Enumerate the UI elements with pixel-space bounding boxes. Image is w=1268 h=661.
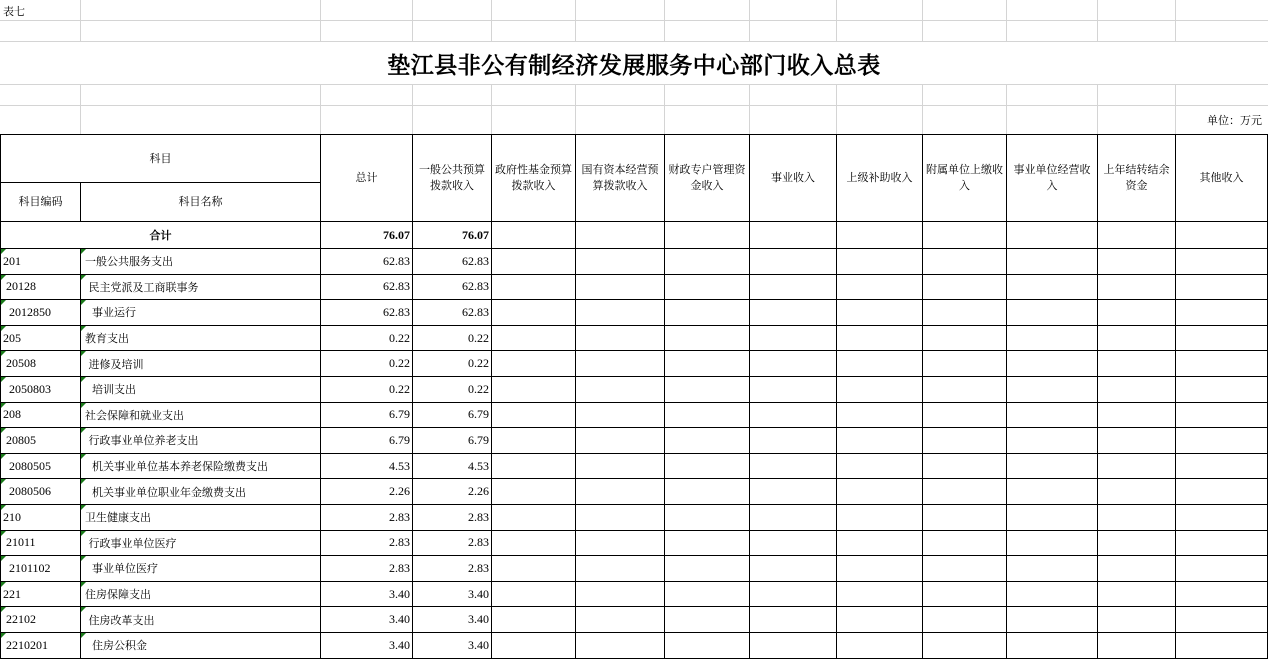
subject-name: 民主党派及工商联事务 [81, 274, 321, 300]
subject-code: 2050803 [1, 376, 81, 402]
cell-marker-icon [81, 582, 86, 587]
cell-marker-icon [1, 582, 6, 587]
row-general: 3.40 [413, 632, 492, 658]
row-total: 3.40 [321, 607, 413, 633]
header-general-budget: 一般公共预算拨款收入 [413, 135, 492, 222]
empty-cell [923, 556, 1007, 582]
empty-cell [1007, 300, 1098, 326]
row-total: 2.83 [321, 556, 413, 582]
cell-marker-icon [81, 454, 86, 459]
header-subject-name: 科目名称 [81, 183, 321, 222]
empty-cell [1007, 632, 1098, 658]
row-total: 6.79 [321, 402, 413, 428]
empty-cell [492, 632, 576, 658]
empty-cell [1176, 453, 1268, 479]
empty-cell [923, 504, 1007, 530]
empty-cell [750, 274, 837, 300]
total-total: 76.07 [321, 222, 413, 249]
cell-marker-icon [81, 505, 86, 510]
row-total: 2.83 [321, 530, 413, 556]
header-affiliated-income: 附属单位上缴收入 [923, 135, 1007, 222]
empty-cell [492, 274, 576, 300]
table-row [1, 249, 1268, 275]
cell-marker-icon [1, 300, 6, 305]
empty-cell [1098, 351, 1176, 377]
empty-cell [923, 428, 1007, 454]
subject-code: 20128 [1, 274, 81, 300]
table-row [1, 351, 1268, 377]
empty-cell [837, 453, 923, 479]
empty-cell [1098, 300, 1176, 326]
empty-cell [1176, 376, 1268, 402]
unit-label: 单位：万元 [1207, 114, 1262, 127]
empty-cell [665, 453, 750, 479]
header-business-income: 事业收入 [750, 135, 837, 222]
empty-cell [1007, 249, 1098, 275]
empty-cell [1098, 607, 1176, 633]
table-row [1, 376, 1268, 402]
row-total: 3.40 [321, 581, 413, 607]
empty-cell [492, 581, 576, 607]
cell-marker-icon [81, 607, 86, 612]
empty-cell [1176, 479, 1268, 505]
empty-cell [576, 479, 665, 505]
header-carryover: 上年结转结余资金 [1098, 135, 1176, 222]
cell-marker-icon [81, 479, 86, 484]
empty-cell [492, 607, 576, 633]
row-general: 6.79 [413, 428, 492, 454]
empty-cell [837, 504, 923, 530]
empty-cell [1007, 351, 1098, 377]
row-general: 2.83 [413, 556, 492, 582]
total-label: 合计 [1, 222, 321, 249]
empty-cell [576, 376, 665, 402]
empty-cell [492, 530, 576, 556]
empty-cell [750, 479, 837, 505]
empty-cell [665, 325, 750, 351]
table-row [1, 274, 1268, 300]
empty-cell [1007, 453, 1098, 479]
cell-marker-icon [1, 275, 6, 280]
empty-cell [750, 376, 837, 402]
row-total: 62.83 [321, 249, 413, 275]
subject-code: 210 [1, 504, 81, 530]
table-row [1, 453, 1268, 479]
empty-cell [1176, 607, 1268, 633]
empty-cell [1098, 581, 1176, 607]
empty-cell [576, 300, 665, 326]
empty-cell [923, 376, 1007, 402]
empty-cell [492, 249, 576, 275]
subject-name: 行政事业单位养老支出 [81, 428, 321, 454]
sheet-label: 表七 [3, 5, 25, 18]
cell-marker-icon [1, 351, 6, 356]
empty-cell [492, 351, 576, 377]
subject-code: 208 [1, 402, 81, 428]
empty-cell [576, 402, 665, 428]
subject-name: 事业运行 [81, 300, 321, 326]
row-general: 0.22 [413, 325, 492, 351]
empty-cell [1007, 581, 1098, 607]
empty-cell [1098, 428, 1176, 454]
subject-name: 行政事业单位医疗 [81, 530, 321, 556]
empty-cell [492, 325, 576, 351]
empty-cell [1007, 504, 1098, 530]
subject-name: 住房公积金 [81, 632, 321, 658]
row-general: 4.53 [413, 453, 492, 479]
table-row [1, 556, 1268, 582]
subject-name: 卫生健康支出 [81, 504, 321, 530]
empty-cell [1176, 556, 1268, 582]
empty-cell [1007, 530, 1098, 556]
empty-cell [665, 530, 750, 556]
subject-code: 205 [1, 325, 81, 351]
empty-cell [665, 351, 750, 377]
row-general: 62.83 [413, 300, 492, 326]
cell-marker-icon [81, 275, 86, 280]
empty-cell [1007, 274, 1098, 300]
empty-cell [750, 632, 837, 658]
empty-cell [923, 530, 1007, 556]
row-general: 3.40 [413, 607, 492, 633]
row-total: 0.22 [321, 351, 413, 377]
subject-code: 2101102 [1, 556, 81, 582]
subject-name: 教育支出 [81, 325, 321, 351]
empty-cell [837, 402, 923, 428]
header-fiscal-special: 财政专户管理资金收入 [665, 135, 750, 222]
empty-cell [837, 632, 923, 658]
empty-cell [576, 504, 665, 530]
empty-cell [665, 428, 750, 454]
empty-cell [750, 530, 837, 556]
empty-cell [1098, 632, 1176, 658]
empty-cell [492, 402, 576, 428]
empty-cell [1098, 530, 1176, 556]
subject-code: 2080505 [1, 453, 81, 479]
empty-cell [576, 607, 665, 633]
cell-marker-icon [1, 428, 6, 433]
header-total: 总计 [321, 135, 413, 222]
empty-cell [837, 428, 923, 454]
subject-name: 培训支出 [81, 376, 321, 402]
empty-cell [1098, 325, 1176, 351]
header-subject-code: 科目编码 [1, 183, 81, 222]
subject-name: 机关事业单位职业年金缴费支出 [81, 479, 321, 505]
empty-cell [923, 274, 1007, 300]
row-total: 62.83 [321, 300, 413, 326]
empty-cell [576, 428, 665, 454]
empty-cell [665, 274, 750, 300]
empty-cell [665, 300, 750, 326]
empty-cell [1176, 300, 1268, 326]
empty-cell [923, 402, 1007, 428]
empty-cell [750, 607, 837, 633]
cell-marker-icon [81, 633, 86, 638]
empty-cell [923, 632, 1007, 658]
empty-cell [1176, 325, 1268, 351]
empty-cell [665, 556, 750, 582]
cell-marker-icon [1, 633, 6, 638]
cell-marker-icon [81, 249, 86, 254]
empty-cell [492, 556, 576, 582]
cell-marker-icon [81, 300, 86, 305]
empty-cell [1098, 249, 1176, 275]
header-operating-income: 事业单位经营收入 [1007, 135, 1098, 222]
empty-cell [576, 351, 665, 377]
cell-marker-icon [81, 351, 86, 356]
subject-name: 住房保障支出 [81, 581, 321, 607]
empty-cell [665, 376, 750, 402]
empty-cell [576, 530, 665, 556]
cell-marker-icon [1, 326, 6, 331]
subject-code: 21011 [1, 530, 81, 556]
table-row [1, 402, 1268, 428]
subject-name: 机关事业单位基本养老保险缴费支出 [81, 453, 321, 479]
table-row [1, 504, 1268, 530]
row-general: 2.83 [413, 504, 492, 530]
table-row [1, 581, 1268, 607]
row-general: 2.26 [413, 479, 492, 505]
empty-cell [837, 351, 923, 377]
empty-cell [576, 581, 665, 607]
subject-code: 221 [1, 581, 81, 607]
cell-marker-icon [1, 454, 6, 459]
header-gov-fund: 政府性基金预算拨款收入 [492, 135, 576, 222]
empty-cell [576, 632, 665, 658]
row-general: 0.22 [413, 376, 492, 402]
empty-cell [1007, 607, 1098, 633]
empty-cell [837, 530, 923, 556]
row-general: 62.83 [413, 274, 492, 300]
row-general: 62.83 [413, 249, 492, 275]
cell-marker-icon [1, 479, 6, 484]
empty-cell [750, 249, 837, 275]
empty-cell [665, 479, 750, 505]
empty-cell [665, 632, 750, 658]
empty-cell [750, 300, 837, 326]
income-summary-table [0, 134, 1268, 659]
table-row [1, 428, 1268, 454]
empty-cell [837, 274, 923, 300]
empty-cell [750, 556, 837, 582]
row-total: 0.22 [321, 376, 413, 402]
empty-cell [1098, 274, 1176, 300]
empty-cell [750, 325, 837, 351]
empty-cell [1176, 504, 1268, 530]
empty-cell [665, 249, 750, 275]
header-subject: 科目 [1, 135, 321, 183]
empty-cell [576, 556, 665, 582]
empty-cell [750, 453, 837, 479]
empty-cell [1007, 556, 1098, 582]
empty-cell [1007, 402, 1098, 428]
empty-cell [837, 581, 923, 607]
empty-cell [1098, 479, 1176, 505]
subject-code: 201 [1, 249, 81, 275]
subject-code: 22102 [1, 607, 81, 633]
empty-cell [492, 428, 576, 454]
row-total: 4.53 [321, 453, 413, 479]
cell-marker-icon [1, 377, 6, 382]
row-total: 2.83 [321, 504, 413, 530]
empty-cell [1007, 325, 1098, 351]
empty-cell [837, 607, 923, 633]
empty-cell [1007, 479, 1098, 505]
empty-cell [837, 300, 923, 326]
empty-cell [837, 249, 923, 275]
empty-cell [1176, 581, 1268, 607]
page-title: 垫江县非公有制经济发展服务中心部门收入总表 [387, 51, 881, 79]
empty-cell [576, 453, 665, 479]
empty-cell [665, 402, 750, 428]
empty-cell [492, 376, 576, 402]
header-state-capital: 国有资本经营预算拨款收入 [576, 135, 665, 222]
total-general: 76.07 [413, 222, 492, 249]
cell-marker-icon [81, 428, 86, 433]
empty-cell [923, 607, 1007, 633]
empty-cell [1176, 351, 1268, 377]
empty-cell [576, 274, 665, 300]
empty-cell [923, 351, 1007, 377]
row-general: 6.79 [413, 402, 492, 428]
row-total: 2.26 [321, 479, 413, 505]
empty-cell [923, 300, 1007, 326]
cell-marker-icon [81, 556, 86, 561]
row-general: 0.22 [413, 351, 492, 377]
cell-marker-icon [1, 607, 6, 612]
cell-marker-icon [1, 403, 6, 408]
empty-cell [837, 556, 923, 582]
cell-marker-icon [81, 403, 86, 408]
empty-cell [1007, 428, 1098, 454]
row-general: 2.83 [413, 530, 492, 556]
empty-cell [1098, 504, 1176, 530]
table-row [1, 300, 1268, 326]
empty-cell [665, 504, 750, 530]
empty-cell [750, 402, 837, 428]
empty-cell [1176, 428, 1268, 454]
empty-cell [1176, 249, 1268, 275]
cell-marker-icon [1, 249, 6, 254]
empty-cell [923, 581, 1007, 607]
row-total: 62.83 [321, 274, 413, 300]
empty-cell [1176, 530, 1268, 556]
empty-cell [1176, 632, 1268, 658]
cell-marker-icon [1, 505, 6, 510]
empty-cell [750, 428, 837, 454]
empty-cell [750, 581, 837, 607]
cell-marker-icon [81, 377, 86, 382]
empty-cell [750, 351, 837, 377]
header-other-income: 其他收入 [1176, 135, 1268, 222]
table-row [1, 530, 1268, 556]
empty-cell [923, 453, 1007, 479]
empty-cell [1098, 453, 1176, 479]
empty-cell [665, 607, 750, 633]
cell-marker-icon [81, 531, 86, 536]
empty-cell [492, 300, 576, 326]
row-total: 0.22 [321, 325, 413, 351]
empty-cell [1176, 274, 1268, 300]
empty-cell [492, 453, 576, 479]
empty-cell [665, 581, 750, 607]
total-row [1, 222, 1268, 249]
subject-code: 20508 [1, 351, 81, 377]
subject-code: 2210201 [1, 632, 81, 658]
empty-cell [1176, 402, 1268, 428]
row-total: 6.79 [321, 428, 413, 454]
table-row [1, 325, 1268, 351]
table-row [1, 607, 1268, 633]
empty-cell [750, 504, 837, 530]
subject-name: 社会保障和就业支出 [81, 402, 321, 428]
subject-name: 住房改革支出 [81, 607, 321, 633]
subject-name: 进修及培训 [81, 351, 321, 377]
empty-cell [923, 249, 1007, 275]
subject-code: 2012850 [1, 300, 81, 326]
empty-cell [576, 249, 665, 275]
cell-marker-icon [81, 326, 86, 331]
empty-cell [1098, 556, 1176, 582]
empty-cell [837, 325, 923, 351]
header-superior-subsidy: 上级补助收入 [837, 135, 923, 222]
empty-cell [1098, 402, 1176, 428]
empty-cell [492, 479, 576, 505]
row-general: 3.40 [413, 581, 492, 607]
empty-cell [923, 325, 1007, 351]
subject-name: 事业单位医疗 [81, 556, 321, 582]
empty-cell [576, 325, 665, 351]
table-row [1, 632, 1268, 658]
empty-cell [837, 376, 923, 402]
empty-cell [1007, 376, 1098, 402]
empty-cell [492, 504, 576, 530]
empty-cell [1098, 376, 1176, 402]
row-total: 3.40 [321, 632, 413, 658]
empty-cell [923, 479, 1007, 505]
subject-code: 2080506 [1, 479, 81, 505]
subject-code: 20805 [1, 428, 81, 454]
cell-marker-icon [1, 556, 6, 561]
empty-cell [837, 479, 923, 505]
subject-name: 一般公共服务支出 [81, 249, 321, 275]
table-row [1, 479, 1268, 505]
cell-marker-icon [1, 531, 6, 536]
